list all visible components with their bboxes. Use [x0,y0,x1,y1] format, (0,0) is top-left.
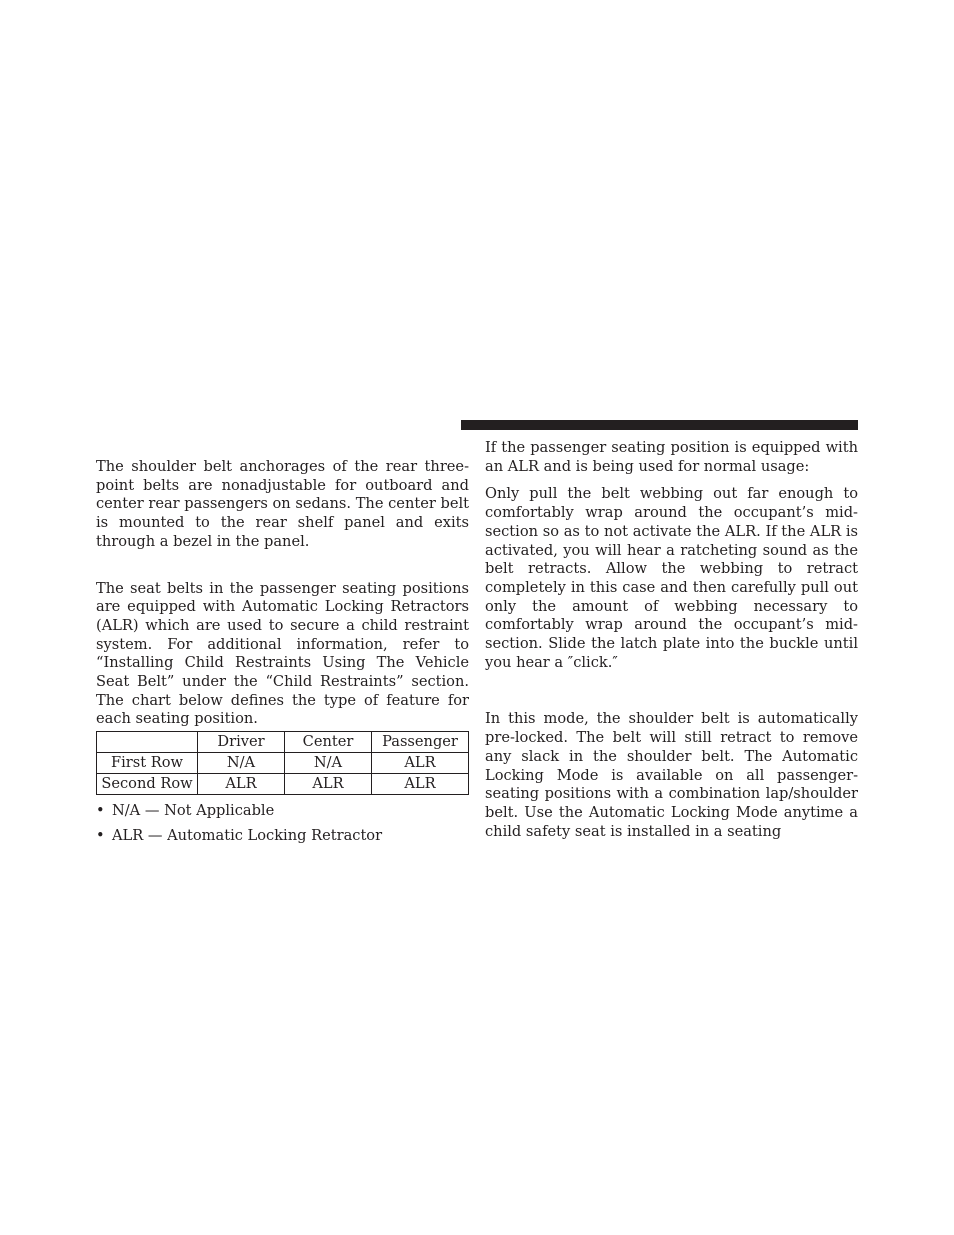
table-header-row [97,732,469,753]
table-cell: ALR [372,774,469,795]
left-column [96,458,469,852]
table-cell: ALR [285,774,372,795]
right-column [485,439,858,841]
bullet-icon: • [96,802,105,820]
table-row [97,753,469,774]
abbreviation-list [96,802,469,845]
table-cell: ALR [372,753,469,774]
webbing-instructions-paragraph: Only pull the belt webbing out far enough to comfortably wrap around the occupant’s mid-section so as to not activate the ALR. If the ALR is activated, you will hear a ratcheting sound as the belt retracts. Allow the webbing to retract completely in this case and then carefully pull out only the amount of webbing necessary to comfortably wrap around the occupant’s mid-section. Slide the latch plate into the buckle until you hear a ″click.″ [485,485,858,671]
seating-feature-table [96,731,469,795]
section-header-rule [461,420,858,430]
list-item [96,802,469,821]
table-cell: N/A [198,753,285,774]
list-item-text: N/A — Not Applicable [112,802,275,820]
table-header-cell: Driver [198,732,285,753]
table-header-cell: Passenger [372,732,469,753]
automatic-locking-mode-paragraph: In this mode, the shoulder belt is automatically pre-locked. The belt will still retract to remove any slack in the shoulder belt. The Automatic Locking Mode is available on all passenger-seating positions with a combination lap/shoulder belt. Use the Automatic Locking Mode anytime a child safety seat is installed in a seating [485,710,858,840]
list-item [96,827,469,846]
bullet-icon: • [96,826,105,844]
alr-intro-paragraph: The seat belts in the passenger seating positions are equipped with Automatic Locking Retractors (ALR) which are used to secure a child restraint system. For additional information, refer to “Installing Child Restraints Using The Vehicle Seat Belt” under the “Child Restraints” section. The chart below defines the type of feature for each seating position. [96,579,469,728]
table-cell: N/A [285,753,372,774]
table-cell: First Row [97,753,198,774]
shoulder-belt-anchorage-paragraph: The shoulder belt anchorages of the rear three-point belts are nonadjustable for outboard and center rear passengers on sedans. The center belt is mounted to the rear shelf panel and exits through a bezel in the panel. [96,458,469,550]
table-cell: ALR [198,774,285,795]
table-header-cell: Center [285,732,372,753]
table-row [97,774,469,795]
table-header-cell [97,732,198,753]
normal-usage-intro-paragraph: If the passenger seating position is equipped with an ALR and is being used for normal usage: [485,439,858,475]
list-item-text: ALR — Automatic Locking Retractor [112,826,383,844]
table-cell: Second Row [97,774,198,795]
